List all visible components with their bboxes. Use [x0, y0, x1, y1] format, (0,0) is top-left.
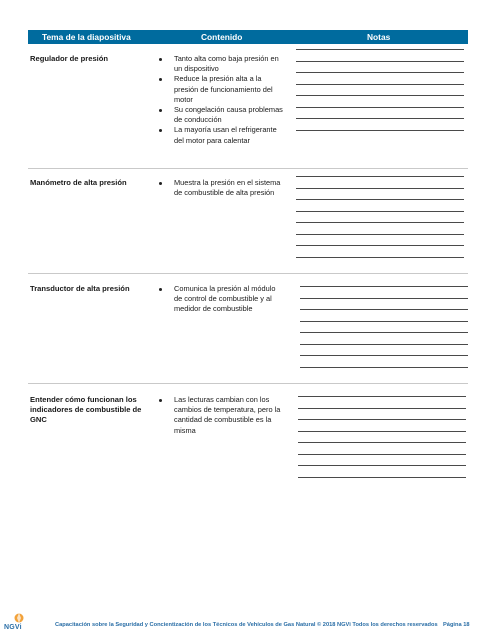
bullet-item: Las lecturas cambian con los cambios de temperatura, pero la cantidad de combustible es la misma: [156, 395, 284, 436]
page-footer: [0, 608, 494, 640]
row-divider: [28, 168, 468, 169]
bullet-item: Muestra la presión en el sistema de combustible de alta presión: [156, 178, 284, 198]
bullet-item: Comunica la presión al módulo de control de combustible y al medidor de combustible: [156, 284, 284, 315]
footer-text: Capacitación sobre la Seguridad y Concientización de los Técnicos de Vehículos de Gas Natural © 2018 NGVi Todos los derechos reservados: [55, 622, 438, 628]
table-row: [28, 54, 468, 166]
row-topic: Transductor de alta presión: [30, 284, 130, 293]
row-topic: Regulador de presión: [30, 54, 109, 63]
table-row: [28, 178, 468, 268]
row-bullets: [156, 395, 284, 436]
logo-text: NGVi: [4, 624, 22, 631]
notes-lines[interactable]: [296, 176, 464, 260]
bullet-item: Tanto alta como baja presión en un dispositivo: [156, 54, 284, 74]
row-bullets: [156, 54, 284, 146]
bullet-item: La mayoría usan el refrigerante del motor para calentar: [156, 125, 284, 145]
row-bullets: [156, 284, 284, 315]
row-topic: Entender cómo funcionan los indicadores de combustible de GNC: [30, 395, 142, 425]
header-topic: Tema de la diapositiva: [42, 32, 131, 42]
table-header: [28, 30, 468, 44]
header-content: Contenido: [201, 32, 243, 42]
table-row: [28, 395, 468, 485]
header-notes: Notas: [367, 32, 391, 42]
notes-lines[interactable]: [300, 286, 468, 370]
notes-lines[interactable]: [298, 396, 466, 480]
bullet-item: Reduce la presión alta a la presión de funcionamiento del motor: [156, 74, 284, 105]
row-topic: Manómetro de alta presión: [30, 178, 127, 187]
row-divider: [28, 383, 468, 384]
bullet-item: Su congelación causa problemas de conducción: [156, 105, 284, 125]
page-number: Página 18: [443, 622, 470, 628]
table-row: [28, 284, 468, 374]
notes-lines[interactable]: [296, 49, 464, 139]
row-bullets: [156, 178, 284, 198]
row-divider: [28, 273, 468, 274]
